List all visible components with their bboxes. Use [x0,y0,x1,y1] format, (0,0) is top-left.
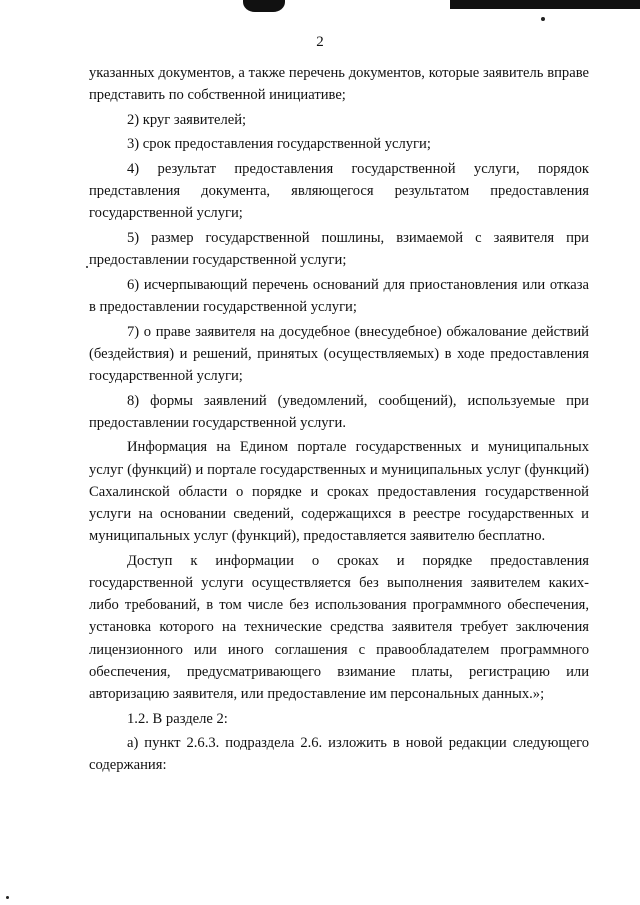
document-body [89,62,589,779]
paragraph: 4) результат предоставления государственной услуги, порядок представления документа, являющегося результатом предоставления государственной услуги; [89,160,589,222]
page-number: 2 [316,34,324,50]
scan-artifact-top-right [450,0,640,9]
paragraph: 7) о праве заявителя на досудебное (внесудебное) обжалование действий (бездействия) и решений, принятых (осуществляемых) в ходе предоставления государственной услуги; [89,323,589,384]
paragraph: 2) круг заявителей; [127,111,247,128]
scan-speck [541,17,545,21]
scan-speck [86,266,88,268]
paragraph: 6) исчерпывающий перечень оснований для приостановления или отказа в предоставлении государственной услуги; [89,276,589,315]
paragraph: Доступ к информации о сроках и порядке предоставления государственной услуги осуществляется без выполнения заявителем каких-либо требований, в том числе без использования программного обеспечения, установка которого на технические средства заявителя требует заключения лицензионного или иного соглашения с правообладателем программного обеспечения, предусматривающего взимание платы, регистрацию или авторизацию заявителя, или предоставление им персональных данных.»; [89,552,589,702]
paragraph: указанных документов, а также перечень документов, которые заявитель вправе представить по собственной инициативе; [89,65,589,104]
paragraph: 5) размер государственной пошлины, взимаемой с заявителя при предоставлении государственной услуги; [89,229,589,269]
scan-speck [6,896,9,899]
paragraph: Информация на Едином портале государственных и муниципальных услуг (функций) и портале государственных и муниципальных услуг (функций) Сахалинской области о порядке и сроках предоставления государственной услуги на основании сведений, содержащихся в реестре государственных и муниципальных услуг (функций), предоставляется заявителю бесплатно. [89,439,589,545]
paragraph: 8) формы заявлений (уведомлений, сообщений), используемые при предоставлении государственной услуги. [89,392,589,431]
scan-artifact-top [243,0,285,12]
paragraph: а) пункт 2.6.3. подраздела 2.6. изложить в новой редакции следующего содержания: [89,735,589,774]
paragraph: 1.2. В разделе 2: [127,710,228,727]
paragraph: 3) срок предоставления государственной услуги; [127,136,431,153]
